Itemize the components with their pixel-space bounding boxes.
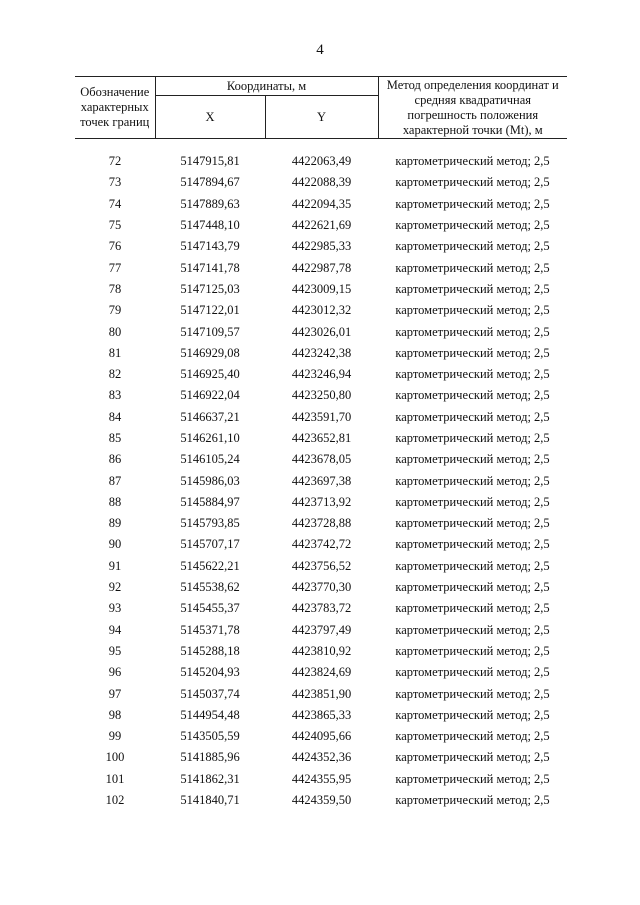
cell-x: 5146929,08: [180, 345, 240, 360]
cell-point-id: 85: [108, 431, 122, 445]
cell-point-id: 100: [105, 750, 125, 765]
table-row: [75, 492, 567, 513]
table-row: [75, 747, 567, 768]
cell-point-id: 94: [108, 622, 122, 637]
cell-method: картометрический метод; 2,5: [395, 154, 550, 169]
cell-y: 4423810,92: [291, 643, 352, 658]
cell-method: картометрический метод; 2,5: [395, 580, 550, 595]
cell-point-id: 73: [108, 175, 122, 190]
cell-y: 4423770,30: [291, 580, 352, 595]
cell-x: 5145371,78: [180, 622, 240, 637]
cell-y: 4422987,78: [291, 260, 352, 275]
cell-method: картометрический метод; 2,5: [395, 601, 550, 616]
table-row: [75, 790, 567, 811]
cell-y: 4423652,81: [291, 431, 352, 445]
cell-point-id: 99: [108, 729, 122, 744]
cell-x: 5146261,10: [180, 431, 240, 445]
header-method: Метод определения координат и средняя квадратичная погрешность положения характерной точки (Mt), м: [378, 77, 567, 139]
cell-y: 4423246,94: [291, 367, 352, 382]
coordinates-table-container: [75, 76, 567, 811]
table-row: [75, 215, 567, 236]
cell-y: 4424355,95: [291, 771, 352, 786]
cell-method: картометрический метод; 2,5: [395, 218, 550, 233]
cell-point-id: 92: [108, 580, 122, 595]
cell-point-id: 98: [108, 707, 122, 722]
cell-method: картометрический метод; 2,5: [395, 175, 550, 190]
table-row: [75, 556, 567, 577]
cell-method: картометрический метод; 2,5: [395, 622, 550, 637]
cell-point-id: 72: [108, 154, 122, 169]
table-row: [75, 428, 567, 449]
cell-method: картометрический метод; 2,5: [395, 793, 550, 808]
cell-point-id: 96: [108, 665, 122, 680]
table-row: [75, 385, 567, 406]
cell-y: 4424352,36: [291, 750, 352, 765]
cell-point-id: 88: [108, 494, 122, 509]
cell-x: 5145037,74: [180, 686, 240, 701]
cell-x: 5141885,96: [180, 750, 240, 765]
cell-y: 4423742,72: [291, 537, 352, 552]
table-row: [75, 598, 567, 619]
header-spacer: [75, 139, 567, 152]
cell-y: 4423697,38: [291, 473, 352, 488]
cell-x: 5145884,97: [180, 494, 240, 509]
cell-method: картометрический метод; 2,5: [395, 729, 550, 744]
table-row: [75, 321, 567, 342]
cell-point-id: 76: [108, 239, 122, 254]
cell-x: 5146105,24: [180, 452, 240, 467]
cell-x: 5141840,71: [180, 793, 240, 808]
table-row: [75, 407, 567, 428]
cell-method: картометрический метод; 2,5: [395, 260, 550, 275]
cell-method: картометрический метод; 2,5: [395, 707, 550, 722]
cell-y: 4423824,69: [291, 665, 352, 680]
cell-x: 5147109,57: [180, 324, 240, 339]
table-row: [75, 151, 567, 172]
cell-y: 4423728,88: [291, 516, 352, 531]
cell-x: 5141862,31: [180, 771, 240, 786]
cell-point-id: 74: [108, 196, 122, 211]
cell-method: картометрический метод; 2,5: [395, 686, 550, 701]
cell-method: картометрический метод; 2,5: [395, 367, 550, 382]
cell-x: 5145538,62: [180, 580, 240, 595]
table-row: [75, 620, 567, 641]
table-row: [75, 279, 567, 300]
cell-x: 5147894,67: [180, 175, 240, 190]
cell-method: картометрический метод; 2,5: [395, 771, 550, 786]
cell-method: картометрический метод; 2,5: [395, 324, 550, 339]
table-row: [75, 236, 567, 257]
cell-y: 4424095,66: [291, 729, 352, 744]
cell-y: 4423591,70: [291, 409, 352, 424]
table-row: [75, 513, 567, 534]
cell-y: 4422621,69: [291, 218, 352, 233]
cell-point-id: 86: [108, 452, 122, 467]
cell-point-id: 87: [108, 473, 122, 488]
cell-point-id: 80: [108, 324, 122, 339]
cell-point-id: 75: [108, 218, 122, 233]
cell-method: картометрический метод; 2,5: [395, 431, 550, 445]
cell-x: 5143505,59: [180, 729, 240, 744]
cell-x: 5147143,79: [180, 239, 240, 254]
cell-method: картометрический метод; 2,5: [395, 537, 550, 552]
table-row: [75, 534, 567, 555]
cell-method: картометрический метод; 2,5: [395, 409, 550, 424]
header-coordinates: Координаты, м: [155, 77, 378, 96]
table-row: [75, 449, 567, 470]
cell-x: 5146925,40: [180, 367, 240, 382]
cell-x: 5147141,78: [180, 260, 240, 275]
cell-y: 4422063,49: [291, 154, 352, 169]
cell-method: картометрический метод; 2,5: [395, 196, 550, 211]
table-row: [75, 577, 567, 598]
cell-y: 4422088,39: [291, 175, 352, 190]
table-row: [75, 470, 567, 491]
cell-method: картометрический метод; 2,5: [395, 494, 550, 509]
cell-point-id: 83: [108, 388, 122, 403]
cell-y: 4423865,33: [291, 707, 352, 722]
table-row: [75, 662, 567, 683]
cell-method: картометрический метод; 2,5: [395, 452, 550, 467]
cell-x: 5145622,21: [180, 558, 240, 573]
table-row: [75, 194, 567, 215]
cell-x: 5147915,81: [180, 154, 240, 169]
cell-x: 5145986,03: [180, 473, 240, 488]
cell-x: 5147889,63: [180, 196, 240, 211]
cell-x: 5147125,03: [180, 281, 240, 296]
table-row: [75, 364, 567, 385]
table-row: [75, 300, 567, 321]
cell-point-id: 81: [108, 345, 122, 360]
cell-point-id: 84: [108, 409, 122, 424]
cell-method: картометрический метод; 2,5: [395, 303, 550, 318]
cell-y: 4423713,92: [291, 494, 352, 509]
table-row: [75, 769, 567, 790]
cell-y: 4423678,05: [291, 452, 352, 467]
cell-point-id: 91: [108, 558, 122, 573]
cell-x: 5144954,48: [180, 707, 240, 722]
cell-y: 4424359,50: [291, 793, 352, 808]
coordinates-table: [75, 76, 567, 811]
cell-point-id: 89: [108, 516, 122, 531]
cell-point-id: 95: [108, 643, 122, 658]
cell-method: картометрический метод; 2,5: [395, 516, 550, 531]
header-x: X: [155, 96, 265, 139]
table-row: [75, 705, 567, 726]
header-point-id: Обозначение характерных точек границ: [75, 77, 155, 139]
cell-method: картометрический метод; 2,5: [395, 665, 550, 680]
cell-method: картометрический метод; 2,5: [395, 750, 550, 765]
cell-point-id: 77: [108, 260, 122, 275]
table-row: [75, 641, 567, 662]
cell-y: 4423783,72: [291, 601, 352, 616]
cell-method: картометрический метод; 2,5: [395, 281, 550, 296]
cell-x: 5145288,18: [180, 643, 240, 658]
table-row: [75, 172, 567, 193]
cell-y: 4422094,35: [291, 196, 352, 211]
cell-x: 5147122,01: [180, 303, 240, 318]
cell-method: картометрический метод; 2,5: [395, 239, 550, 254]
table-body: [75, 139, 567, 812]
table-row: [75, 726, 567, 747]
cell-y: 4423851,90: [291, 686, 352, 701]
header-y: Y: [265, 96, 378, 139]
cell-point-id: 90: [108, 537, 122, 552]
cell-y: 4423026,01: [291, 324, 352, 339]
cell-x: 5145707,17: [180, 537, 240, 552]
cell-y: 4423756,52: [291, 558, 352, 573]
cell-y: 4423012,32: [291, 303, 352, 318]
cell-method: картометрический метод; 2,5: [395, 345, 550, 360]
cell-point-id: 82: [108, 367, 122, 382]
cell-method: картометрический метод; 2,5: [395, 643, 550, 658]
cell-point-id: 97: [108, 686, 122, 701]
cell-y: 4423797,49: [291, 622, 352, 637]
cell-method: картометрический метод; 2,5: [395, 388, 550, 403]
cell-point-id: 101: [105, 771, 125, 786]
page-number: 4: [316, 42, 324, 58]
table-row: [75, 257, 567, 278]
cell-point-id: 79: [108, 303, 122, 318]
cell-point-id: 78: [108, 281, 122, 296]
cell-x: 5146922,04: [180, 388, 240, 403]
table-row: [75, 683, 567, 704]
table-row: [75, 343, 567, 364]
cell-x: 5145793,85: [180, 516, 240, 531]
cell-x: 5145455,37: [180, 601, 240, 616]
cell-point-id: 102: [105, 793, 125, 808]
cell-y: 4422985,33: [291, 239, 352, 254]
cell-y: 4423250,80: [291, 388, 352, 403]
cell-y: 4423009,15: [291, 281, 352, 296]
table-header: [75, 77, 567, 139]
cell-point-id: 93: [108, 601, 122, 616]
cell-y: 4423242,38: [291, 345, 352, 360]
cell-x: 5145204,93: [180, 665, 240, 680]
cell-method: картометрический метод; 2,5: [395, 558, 550, 573]
cell-x: 5147448,10: [180, 218, 240, 233]
cell-x: 5146637,21: [180, 409, 240, 424]
cell-method: картометрический метод; 2,5: [395, 473, 550, 488]
